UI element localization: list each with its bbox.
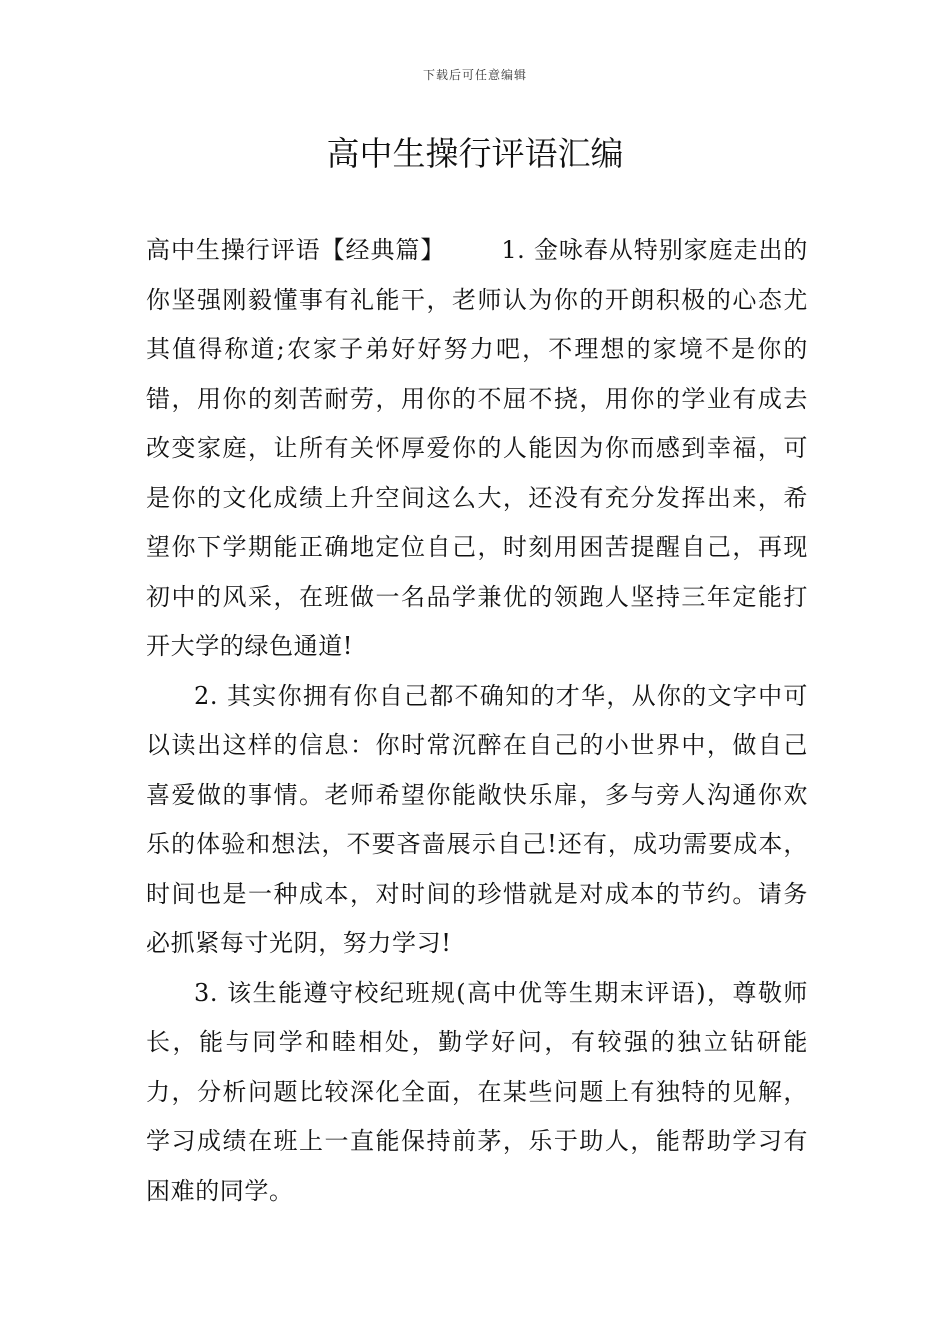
paragraph-2: 2. 其实你拥有你自己都不确知的才华，从你的文字中可以读出这样的信息：你时常沉醉在自己的小世界中，做自己喜爱做的事情。老师希望你能敞快乐扉，多与旁人沟通你欢乐的体验和想法，不要吝啬展示自己!还有，成功需要成本，时间也是一种成本，对时间的珍惜就是对成本的节约。请务必抓紧每寸光阴，努力学习! bbox=[146, 681, 808, 957]
paragraph-1-body: 1. 金咏春从特别家庭走出的你坚强刚毅懂事有礼能干，老师认为你的开朗积极的心态尤其值得称道;农家子弟好好努力吧，不理想的家境不是你的错，用你的刻苦耐劳，用你的不屈不挠，用你的学业有成去改变家庭，让所有关怀厚爱你的人能因为你而感到幸福，可是你的文化成绩上升空间这么大，还没有充分发挥出来，希望你下学期能正确地定位自己，时刻用困苦提醒自己，再现初中的风采，在班做一名品学兼优的领跑人坚持三年定能打开大学的绿色通道! bbox=[146, 236, 808, 660]
header-note: 下载后可任意编辑 bbox=[422, 68, 527, 82]
paragraph-1-lead: 高中生操行评语【经典篇】 bbox=[146, 236, 446, 264]
document-title: 高中生操行评语汇编 bbox=[326, 134, 624, 173]
document-body bbox=[146, 226, 808, 1216]
paragraph-1 bbox=[146, 226, 808, 672]
paragraph-3: 3. 该生能遵守校纪班规(高中优等生期末评语)，尊敬师长，能与同学和睦相处，勤学好问，有较强的独立钻研能力，分析问题比较深化全面，在某些问题上有独特的见解，学习成绩在班上一直能保持前茅，乐于助人，能帮助学习有困难的同学。 bbox=[146, 978, 808, 1205]
